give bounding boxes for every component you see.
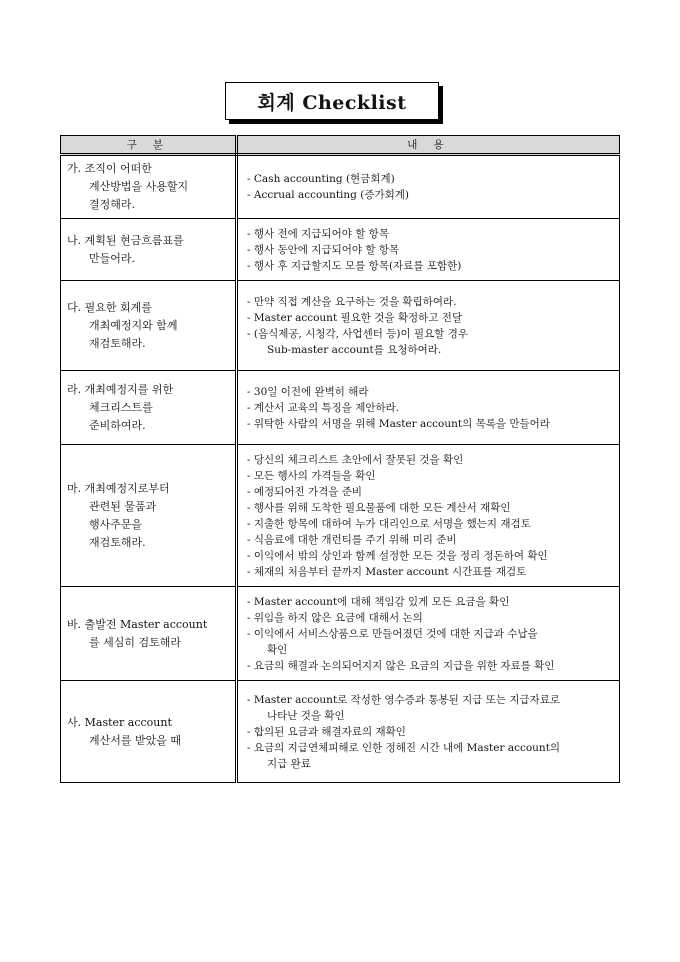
list-item-text: 지급 완료 — [267, 757, 311, 770]
category-line: 마. 개최예정지로부터 — [67, 481, 170, 495]
list-item — [247, 400, 613, 416]
row-content — [237, 587, 620, 681]
category-line: 준비하여라. — [89, 418, 146, 432]
content-list — [247, 594, 613, 674]
list-item — [247, 326, 613, 358]
row-content — [237, 445, 620, 587]
list-item-text: 모든 행사의 가격들을 확인 — [253, 469, 376, 482]
list-item-text: Sub-master account를 요청하여라. — [267, 343, 442, 356]
content-list — [247, 294, 613, 358]
page-title: 회계 Checklist — [225, 82, 439, 120]
category-line: 재검토해라. — [89, 535, 146, 549]
list-item — [247, 226, 613, 242]
content-list — [247, 226, 613, 274]
list-item — [247, 242, 613, 258]
list-item-text: 식음료에 대한 개런티를 주기 위해 미리 준비 — [253, 533, 457, 546]
content-list — [247, 452, 613, 580]
category-line: 를 세심히 검토해라 — [89, 635, 182, 649]
list-item — [247, 548, 613, 564]
category-line: 개최예정지와 함께 — [89, 318, 178, 332]
list-item-text: 합의된 요금과 해결자료의 재확인 — [253, 725, 406, 738]
row-content — [237, 219, 620, 281]
row-category — [61, 155, 237, 219]
list-item-text: 체재의 처음부터 끝까지 Master account 시간표를 재검토 — [253, 565, 527, 578]
checklist-row — [61, 587, 620, 681]
row-category — [61, 587, 237, 681]
checklist-row — [61, 681, 620, 783]
checklist-row — [61, 219, 620, 281]
list-item — [247, 452, 613, 468]
list-item — [247, 187, 613, 203]
list-item — [247, 740, 613, 772]
list-item-text: 예정되어진 가격을 준비 — [253, 485, 362, 498]
list-item-text: 위임을 하지 않은 요금에 대해서 논의 — [253, 611, 423, 624]
row-category — [61, 445, 237, 587]
list-item — [247, 258, 613, 274]
row-category — [61, 281, 237, 371]
list-item-text: 요금의 해결과 논의되어지지 않은 요금의 지급을 위한 자료를 확인 — [253, 659, 555, 672]
list-item — [247, 626, 613, 658]
category-line: 결정해라. — [89, 198, 136, 211]
list-item — [247, 516, 613, 532]
category-line: 라. 개최예정지를 위한 — [67, 382, 174, 396]
list-item-text: 지출한 항목에 대하여 누가 대리인으로 서명을 했는지 재검토 — [253, 517, 531, 530]
list-item-text: Master account 필요한 것을 확정하고 전달 — [253, 311, 463, 324]
list-item-text: 30일 이전에 완벽히 해라 — [253, 385, 369, 398]
row-category — [61, 681, 237, 783]
list-item-text: Master account로 작성한 영수증과 통봉된 지급 또는 지급자료로 — [253, 693, 561, 706]
row-content — [237, 155, 620, 219]
list-item-text: 나타난 것을 확인 — [267, 709, 345, 722]
row-category — [61, 219, 237, 281]
list-item-text: Master account에 대해 책임감 있게 모든 요금을 확인 — [253, 595, 510, 608]
category-line: 계산서를 받았을 때 — [89, 733, 182, 747]
list-item-text: 이익에서 서비스상품으로 만들어졌던 것에 대한 지급과 수납을 — [253, 627, 538, 640]
list-item — [247, 532, 613, 548]
category-line: 가. 조직이 어떠한 — [67, 162, 152, 175]
row-content — [237, 371, 620, 445]
category-line: 체크리스트를 — [89, 400, 153, 414]
table-header-row — [61, 136, 620, 155]
row-content — [237, 281, 620, 371]
header-content: 내 용 — [237, 136, 620, 155]
list-item-text: 행사 후 지급할지도 모를 항목(자료를 포함한) — [253, 259, 462, 272]
content-list — [247, 384, 613, 432]
list-item-text: 당신의 체크리스트 초안에서 잘못된 것을 확인 — [253, 453, 464, 466]
list-item — [247, 594, 613, 610]
list-item — [247, 484, 613, 500]
list-item-text: 요금의 지급연체피해로 인한 정해진 시간 내에 Master account의 — [253, 741, 561, 754]
list-item-text: (음식제공, 시청각, 사업센터 등)이 필요할 경우 — [253, 327, 469, 340]
list-item — [247, 384, 613, 400]
category-line: 다. 필요한 회계를 — [67, 300, 152, 314]
content-list — [247, 692, 613, 772]
list-item-text: 행사를 위해 도착한 필요물품에 대한 모든 계산서 재확인 — [253, 501, 511, 514]
checklist-table — [60, 135, 620, 783]
list-item — [247, 310, 613, 326]
checklist-body — [61, 155, 620, 783]
list-item — [247, 468, 613, 484]
row-category — [61, 371, 237, 445]
category-line: 관련된 물품과 — [89, 499, 157, 513]
category-line: 나. 계획된 현금흐름표를 — [67, 233, 184, 247]
list-item-text: Cash accounting (현금회계) — [253, 173, 395, 185]
category-line: 행사주문을 — [89, 517, 143, 531]
row-content — [237, 681, 620, 783]
title-box — [225, 82, 443, 124]
header-category: 구 분 — [61, 136, 237, 155]
list-item — [247, 564, 613, 580]
list-item-text: 확인 — [267, 643, 288, 656]
list-item — [247, 416, 613, 432]
checklist-row — [61, 371, 620, 445]
list-item-text: 이익에서 밖의 상인과 함께 설정한 모든 것을 정리 정돈하여 확인 — [253, 549, 548, 562]
category-line: 만들어라. — [89, 251, 136, 265]
checklist-row — [61, 445, 620, 587]
category-line: 재검토해라. — [89, 336, 146, 350]
category-line: 사. Master account — [67, 715, 172, 729]
list-item-text: 행사 동안에 지급되어야 할 항목 — [253, 243, 400, 256]
list-item-text: 만약 직접 계산을 요구하는 것을 확립하여라. — [253, 295, 457, 308]
list-item — [247, 692, 613, 724]
list-item — [247, 610, 613, 626]
category-line: 바. 출발전 Master account — [67, 617, 208, 631]
list-item — [247, 500, 613, 516]
category-line: 계산방법을 사용할지 — [89, 180, 189, 193]
list-item-text: 위탁한 사람의 서명을 위해 Master account의 목록을 만들어라 — [253, 417, 550, 430]
list-item — [247, 724, 613, 740]
list-item — [247, 171, 613, 187]
list-item — [247, 658, 613, 674]
checklist-row — [61, 281, 620, 371]
content-list — [247, 171, 613, 203]
list-item-text: Accrual accounting (증가회계) — [253, 189, 410, 201]
list-item — [247, 294, 613, 310]
list-item-text: 계산서 교육의 특징을 제안하라. — [253, 401, 400, 414]
list-item-text: 행사 전에 지급되어야 할 항목 — [253, 227, 389, 240]
checklist-row — [61, 155, 620, 219]
